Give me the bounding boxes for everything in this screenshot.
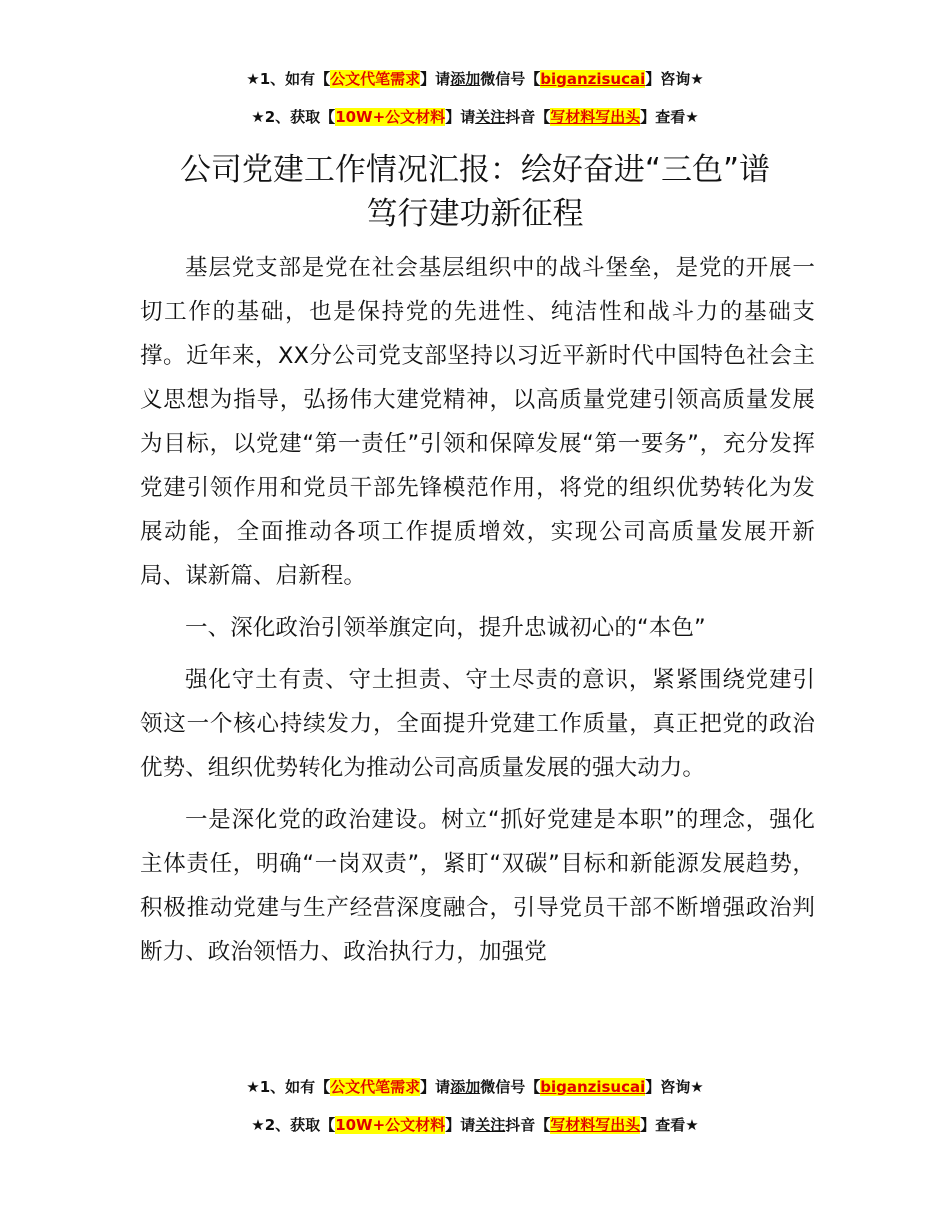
notice-text: 】查看★ bbox=[640, 108, 699, 126]
notice-text: ★1、如有【 bbox=[246, 70, 331, 88]
notice-text: 】请 bbox=[420, 1078, 451, 1096]
notice-text: 】查看★ bbox=[640, 1116, 699, 1134]
paragraph-section-1: 强化守土有责、守土担责、守土尽责的意识，紧紧围绕党建引领这一个核心持续发力，全面提升党建工作质量，真正把党的政治优势、组织优势转化为推动公司高质量发展的强大动力。 bbox=[140, 667, 815, 781]
douyin-id-highlight: 写材料写出头 bbox=[550, 108, 641, 126]
footer-notice-line2 bbox=[0, 1114, 950, 1136]
notice-text: ★2、获取【 bbox=[251, 108, 336, 126]
notice-text: 】请 bbox=[445, 1116, 476, 1134]
paragraph-point-1: 一是深化党的政治建设。树立“抓好党建是本职”的理念，强化主体责任，明确“一岗双责”，紧盯“双碳”目标和新能源发展趋势，积极推动党建与生产经营深度融合，引导党员干部不断增强政治判断力、政治领悟力、政治执行力，加强党 bbox=[140, 807, 815, 965]
notice-text: 微信号【 bbox=[480, 1078, 541, 1096]
notice-underline: 添加 bbox=[450, 1078, 481, 1096]
notice-highlight: 10W+公文材料 bbox=[335, 108, 446, 126]
notice-text: 】请 bbox=[445, 108, 476, 126]
notice-underline: 添加 bbox=[450, 70, 481, 88]
header-notice-line1 bbox=[0, 68, 950, 90]
document-body bbox=[140, 246, 815, 982]
notice-underline: 关注 bbox=[475, 108, 506, 126]
notice-text: ★1、如有【 bbox=[246, 1078, 331, 1096]
notice-highlight: 公文代笔需求 bbox=[330, 1078, 421, 1096]
title-line2: 笃行建功新征程 bbox=[366, 196, 584, 232]
notice-text: 抖音【 bbox=[505, 108, 551, 126]
header-notice-line2 bbox=[0, 106, 950, 128]
notice-highlight: 公文代笔需求 bbox=[330, 70, 421, 88]
section-heading-1: 一、深化政治引领举旗定向，提升忠诚初心的“本色” bbox=[185, 615, 706, 641]
notice-text: 】请 bbox=[420, 70, 451, 88]
notice-text: ★2、获取【 bbox=[251, 1116, 336, 1134]
document-title bbox=[100, 148, 850, 236]
notice-text: 】咨询★ bbox=[645, 1078, 704, 1096]
notice-text: 微信号【 bbox=[480, 70, 541, 88]
notice-text: 】咨询★ bbox=[645, 70, 704, 88]
notice-text: 抖音【 bbox=[505, 1116, 551, 1134]
paragraph-intro: 基层党支部是党在社会基层组织中的战斗堡垒，是党的开展一切工作的基础，也是保持党的先进性、纯洁性和战斗力的基础支撑。近年来，XX分公司党支部坚持以习近平新时代中国特色社会主义思想为指导，弘扬伟大建党精神，以高质量党建引领高质量发展为目标，以党建“第一责任”引领和保障发展“第一要务”，充分发挥党建引领作用和党员干部先锋模范作用，将党的组织优势转化为发展动能，全面推动各项工作提质增效，实现公司高质量发展开新局、谋新篇、启新程。 bbox=[140, 255, 815, 589]
wechat-id-highlight: biganzisucai bbox=[540, 1078, 646, 1096]
footer-notice-line1 bbox=[0, 1076, 950, 1098]
title-line1: 公司党建工作情况汇报：绘好奋进“三色”谱 bbox=[179, 152, 771, 188]
douyin-id-highlight: 写材料写出头 bbox=[550, 1116, 641, 1134]
notice-underline: 关注 bbox=[475, 1116, 506, 1134]
wechat-id-highlight: biganzisucai bbox=[540, 70, 646, 88]
notice-highlight: 10W+公文材料 bbox=[335, 1116, 446, 1134]
